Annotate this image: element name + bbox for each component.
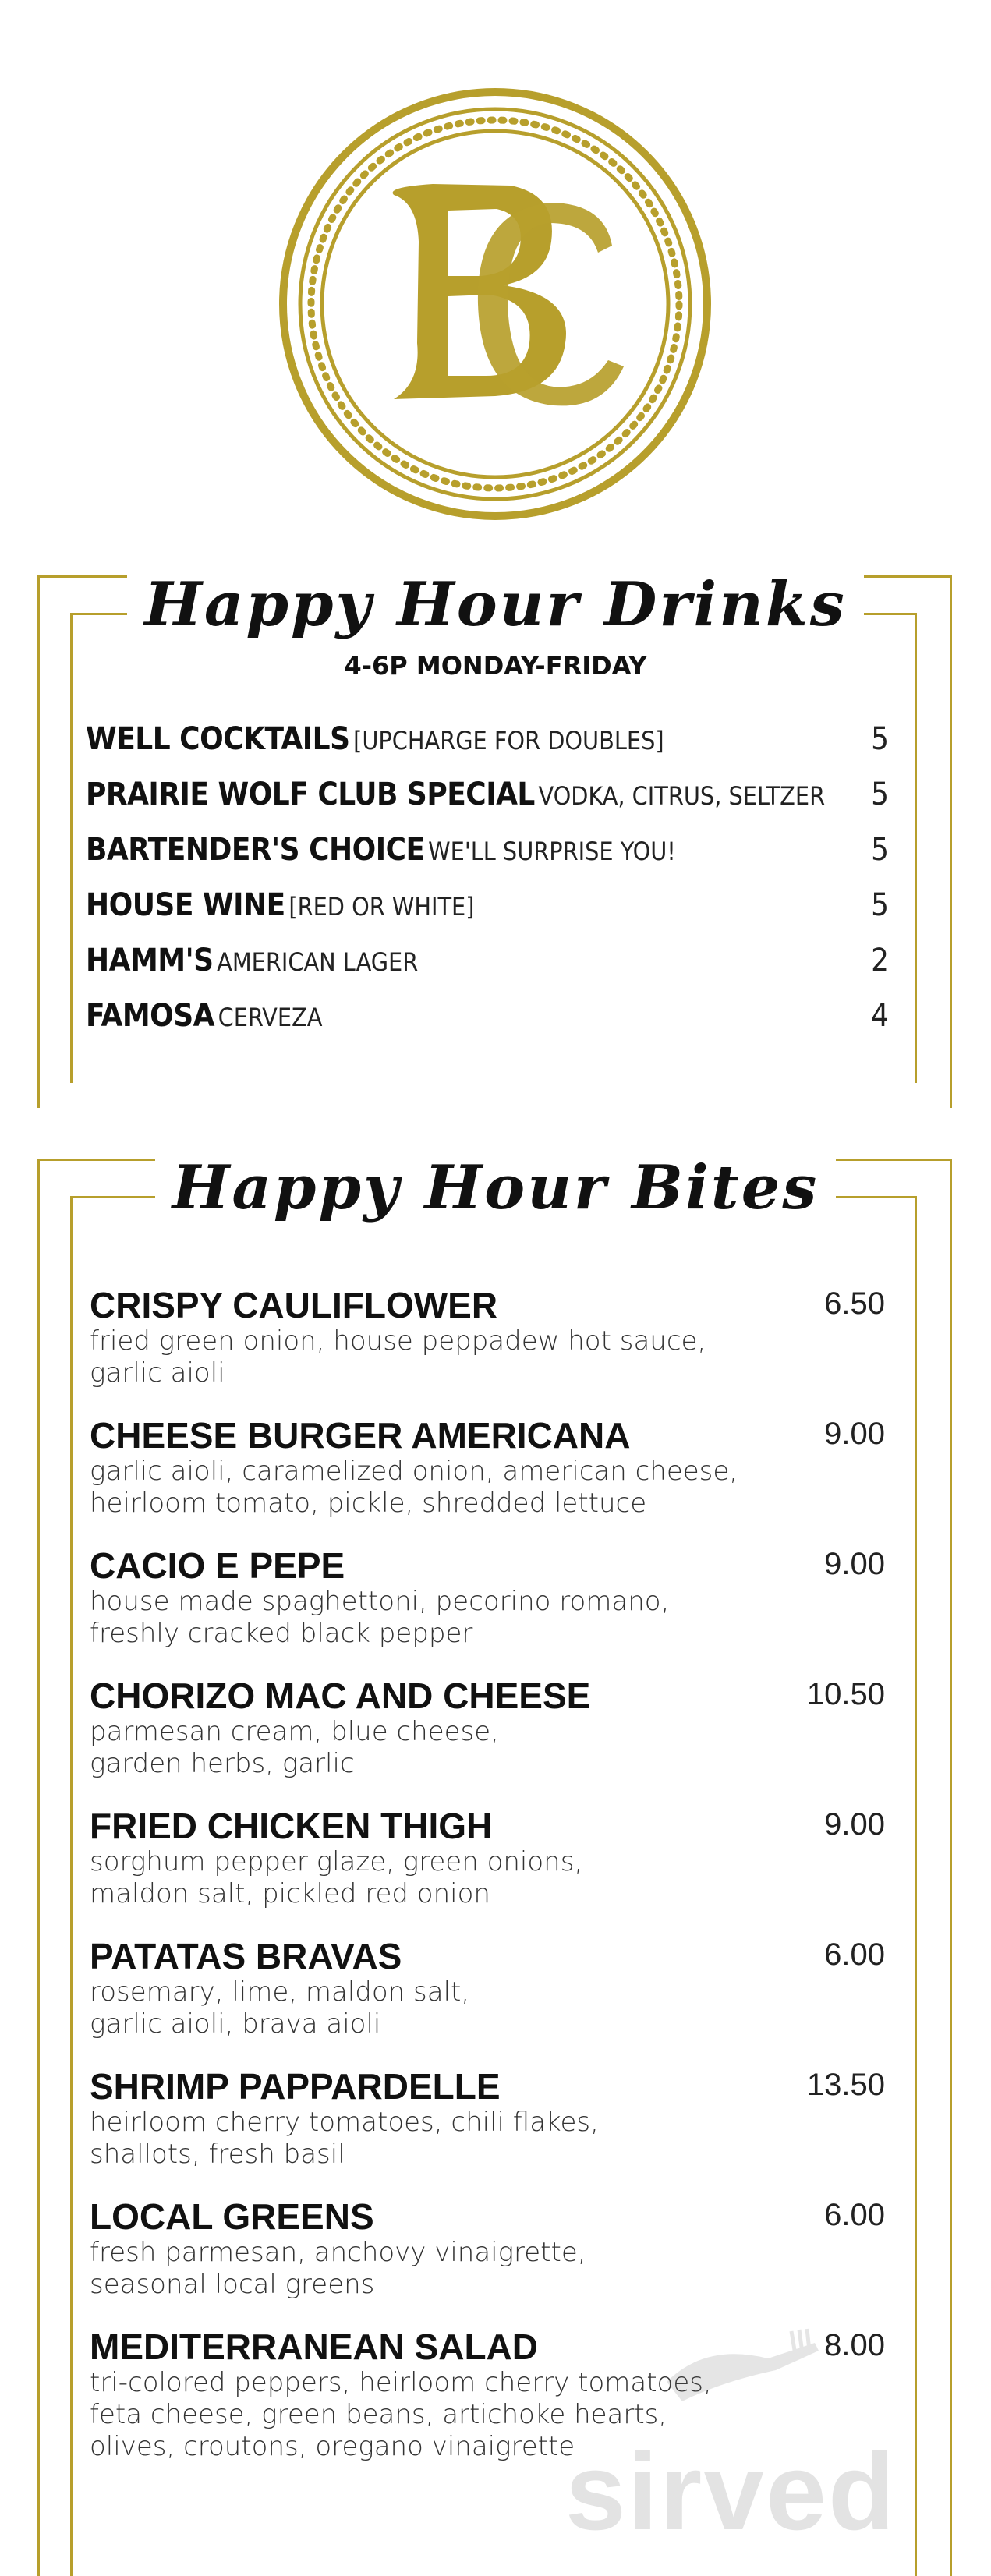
bite-desc-line: seasonal local greens: [90, 2269, 375, 2300]
bite-desc: [90, 2237, 776, 2301]
bite-desc-line: parmesan cream, blue cheese,: [90, 1716, 499, 1747]
bite-name: SHRIMP PAPPARDELLE: [90, 2066, 501, 2107]
bite-item: [90, 1545, 885, 1650]
bite-desc: [90, 1976, 776, 2040]
bite-desc: [90, 1716, 776, 1780]
bite-price: 13.50: [806, 2068, 885, 2102]
drink-name: HOUSE WINE: [86, 887, 285, 923]
bite-price: 6.50: [824, 1286, 885, 1321]
bite-desc-line: heirloom cherry tomatoes, chili flakes,: [90, 2107, 599, 2138]
drink-item: [86, 721, 889, 768]
bite-price: 9.00: [824, 1547, 885, 1581]
drink-name: WELL COCKTAILS: [86, 721, 350, 757]
bite-name: LOCAL GREENS: [90, 2196, 374, 2237]
bite-name: MEDITERRANEAN SALAD: [90, 2327, 538, 2367]
bite-desc: [90, 1325, 776, 1389]
drink-desc: AMERICAN LAGER: [217, 947, 419, 977]
drink-price: 4: [871, 998, 889, 1034]
drink-desc: VODKA, CITRUS, SELTZER: [538, 781, 826, 811]
sirved-watermark: [565, 2343, 971, 2553]
bite-desc-line: garden herbs, garlic: [90, 1748, 355, 1779]
drinks-title: Happy Hour Drinks: [0, 569, 991, 640]
bite-item: [90, 1936, 885, 2040]
bite-desc: [90, 1846, 776, 1910]
drink-desc: CERVEZA: [218, 1003, 323, 1032]
bite-desc-line: rosemary, lime, maldon salt,: [90, 1976, 470, 2008]
drink-price: 5: [871, 887, 889, 923]
bite-desc-line: freshly cracked black pepper: [90, 1618, 473, 1649]
drink-desc: [UPCHARGE FOR DOUBLES]: [353, 726, 664, 755]
bite-desc-line: tri-colored peppers, heirloom cherry tomatoes,: [90, 2367, 712, 2398]
bite-desc-line: garlic aioli: [90, 1357, 225, 1389]
bite-desc: [90, 1586, 776, 1650]
drink-price: 5: [871, 832, 889, 868]
drink-item: [86, 887, 889, 934]
bite-price: 8.00: [824, 2328, 885, 2362]
drink-item: [86, 777, 889, 823]
bite-name: CHORIZO MAC AND CHEESE: [90, 1675, 591, 1716]
fork-knife-icon: [659, 2327, 830, 2421]
bite-price: 6.00: [824, 1937, 885, 1972]
bite-desc-line: maldon salt, pickled red onion: [90, 1878, 490, 1909]
bite-item: [90, 1415, 885, 1520]
drink-item: [86, 998, 889, 1045]
bite-desc-line: fried green onion, house peppadew hot sauce,: [90, 1325, 706, 1357]
bite-desc-line: feta cheese, green beans, artichoke hearts,: [90, 2399, 667, 2430]
bite-desc-line: house made spaghettoni, pecorino romano,: [90, 1586, 670, 1617]
bite-name: CRISPY CAULIFLOWER: [90, 1285, 498, 1325]
drink-name: PRAIRIE WOLF CLUB SPECIAL: [86, 777, 535, 812]
bite-name: CACIO E PEPE: [90, 1545, 345, 1586]
drink-desc: WE'LL SURPRISE YOU!: [428, 837, 676, 866]
bite-item: [90, 1675, 885, 1780]
bites-title: Happy Hour Bites: [0, 1152, 991, 1223]
bite-price: 9.00: [824, 1417, 885, 1451]
bite-name: PATATAS BRAVAS: [90, 1936, 402, 1976]
bite-desc-line: olives, croutons, oregano vinaigrette: [90, 2431, 575, 2462]
drink-price: 2: [871, 943, 889, 978]
drink-item: [86, 832, 889, 879]
bite-price: 6.00: [824, 2198, 885, 2232]
drink-price: 5: [871, 777, 889, 812]
bite-item: [90, 2066, 885, 2171]
bite-price: 10.50: [806, 1677, 885, 1711]
drink-desc: [RED OR WHITE]: [288, 892, 475, 922]
bite-desc: [90, 2107, 776, 2171]
bite-item: [90, 1806, 885, 1910]
drink-item: [86, 943, 889, 989]
bite-desc-line: shallots, fresh basil: [90, 2139, 345, 2170]
drink-price: 5: [871, 721, 889, 757]
watermark-text: sirved: [565, 2430, 897, 2553]
bite-desc-line: fresh parmesan, anchovy vinaigrette,: [90, 2237, 586, 2268]
drinks-subtitle: 4-6P MONDAY-FRIDAY: [344, 651, 647, 681]
bite-price: 9.00: [824, 1807, 885, 1842]
bite-desc-line: garlic aioli, brava aioli: [90, 2008, 381, 2040]
bite-name: FRIED CHICKEN THIGH: [90, 1806, 493, 1846]
drink-name: BARTENDER'S CHOICE: [86, 832, 425, 868]
drink-name: FAMOSA: [86, 998, 215, 1034]
bc-logo: [277, 86, 713, 522]
bite-desc-line: heirloom tomato, pickle, shredded lettuce: [90, 1488, 647, 1519]
bite-desc-line: garlic aioli, caramelized onion, american cheese,: [90, 1456, 738, 1487]
bite-desc: [90, 1456, 776, 1520]
bite-item: [90, 2196, 885, 2301]
drink-name: HAMM'S: [86, 943, 214, 978]
bite-item: [90, 1285, 885, 1389]
bite-desc-line: sorghum pepper glaze, green onions,: [90, 1846, 583, 1877]
bite-name: CHEESE BURGER AMERICANA: [90, 1415, 631, 1456]
